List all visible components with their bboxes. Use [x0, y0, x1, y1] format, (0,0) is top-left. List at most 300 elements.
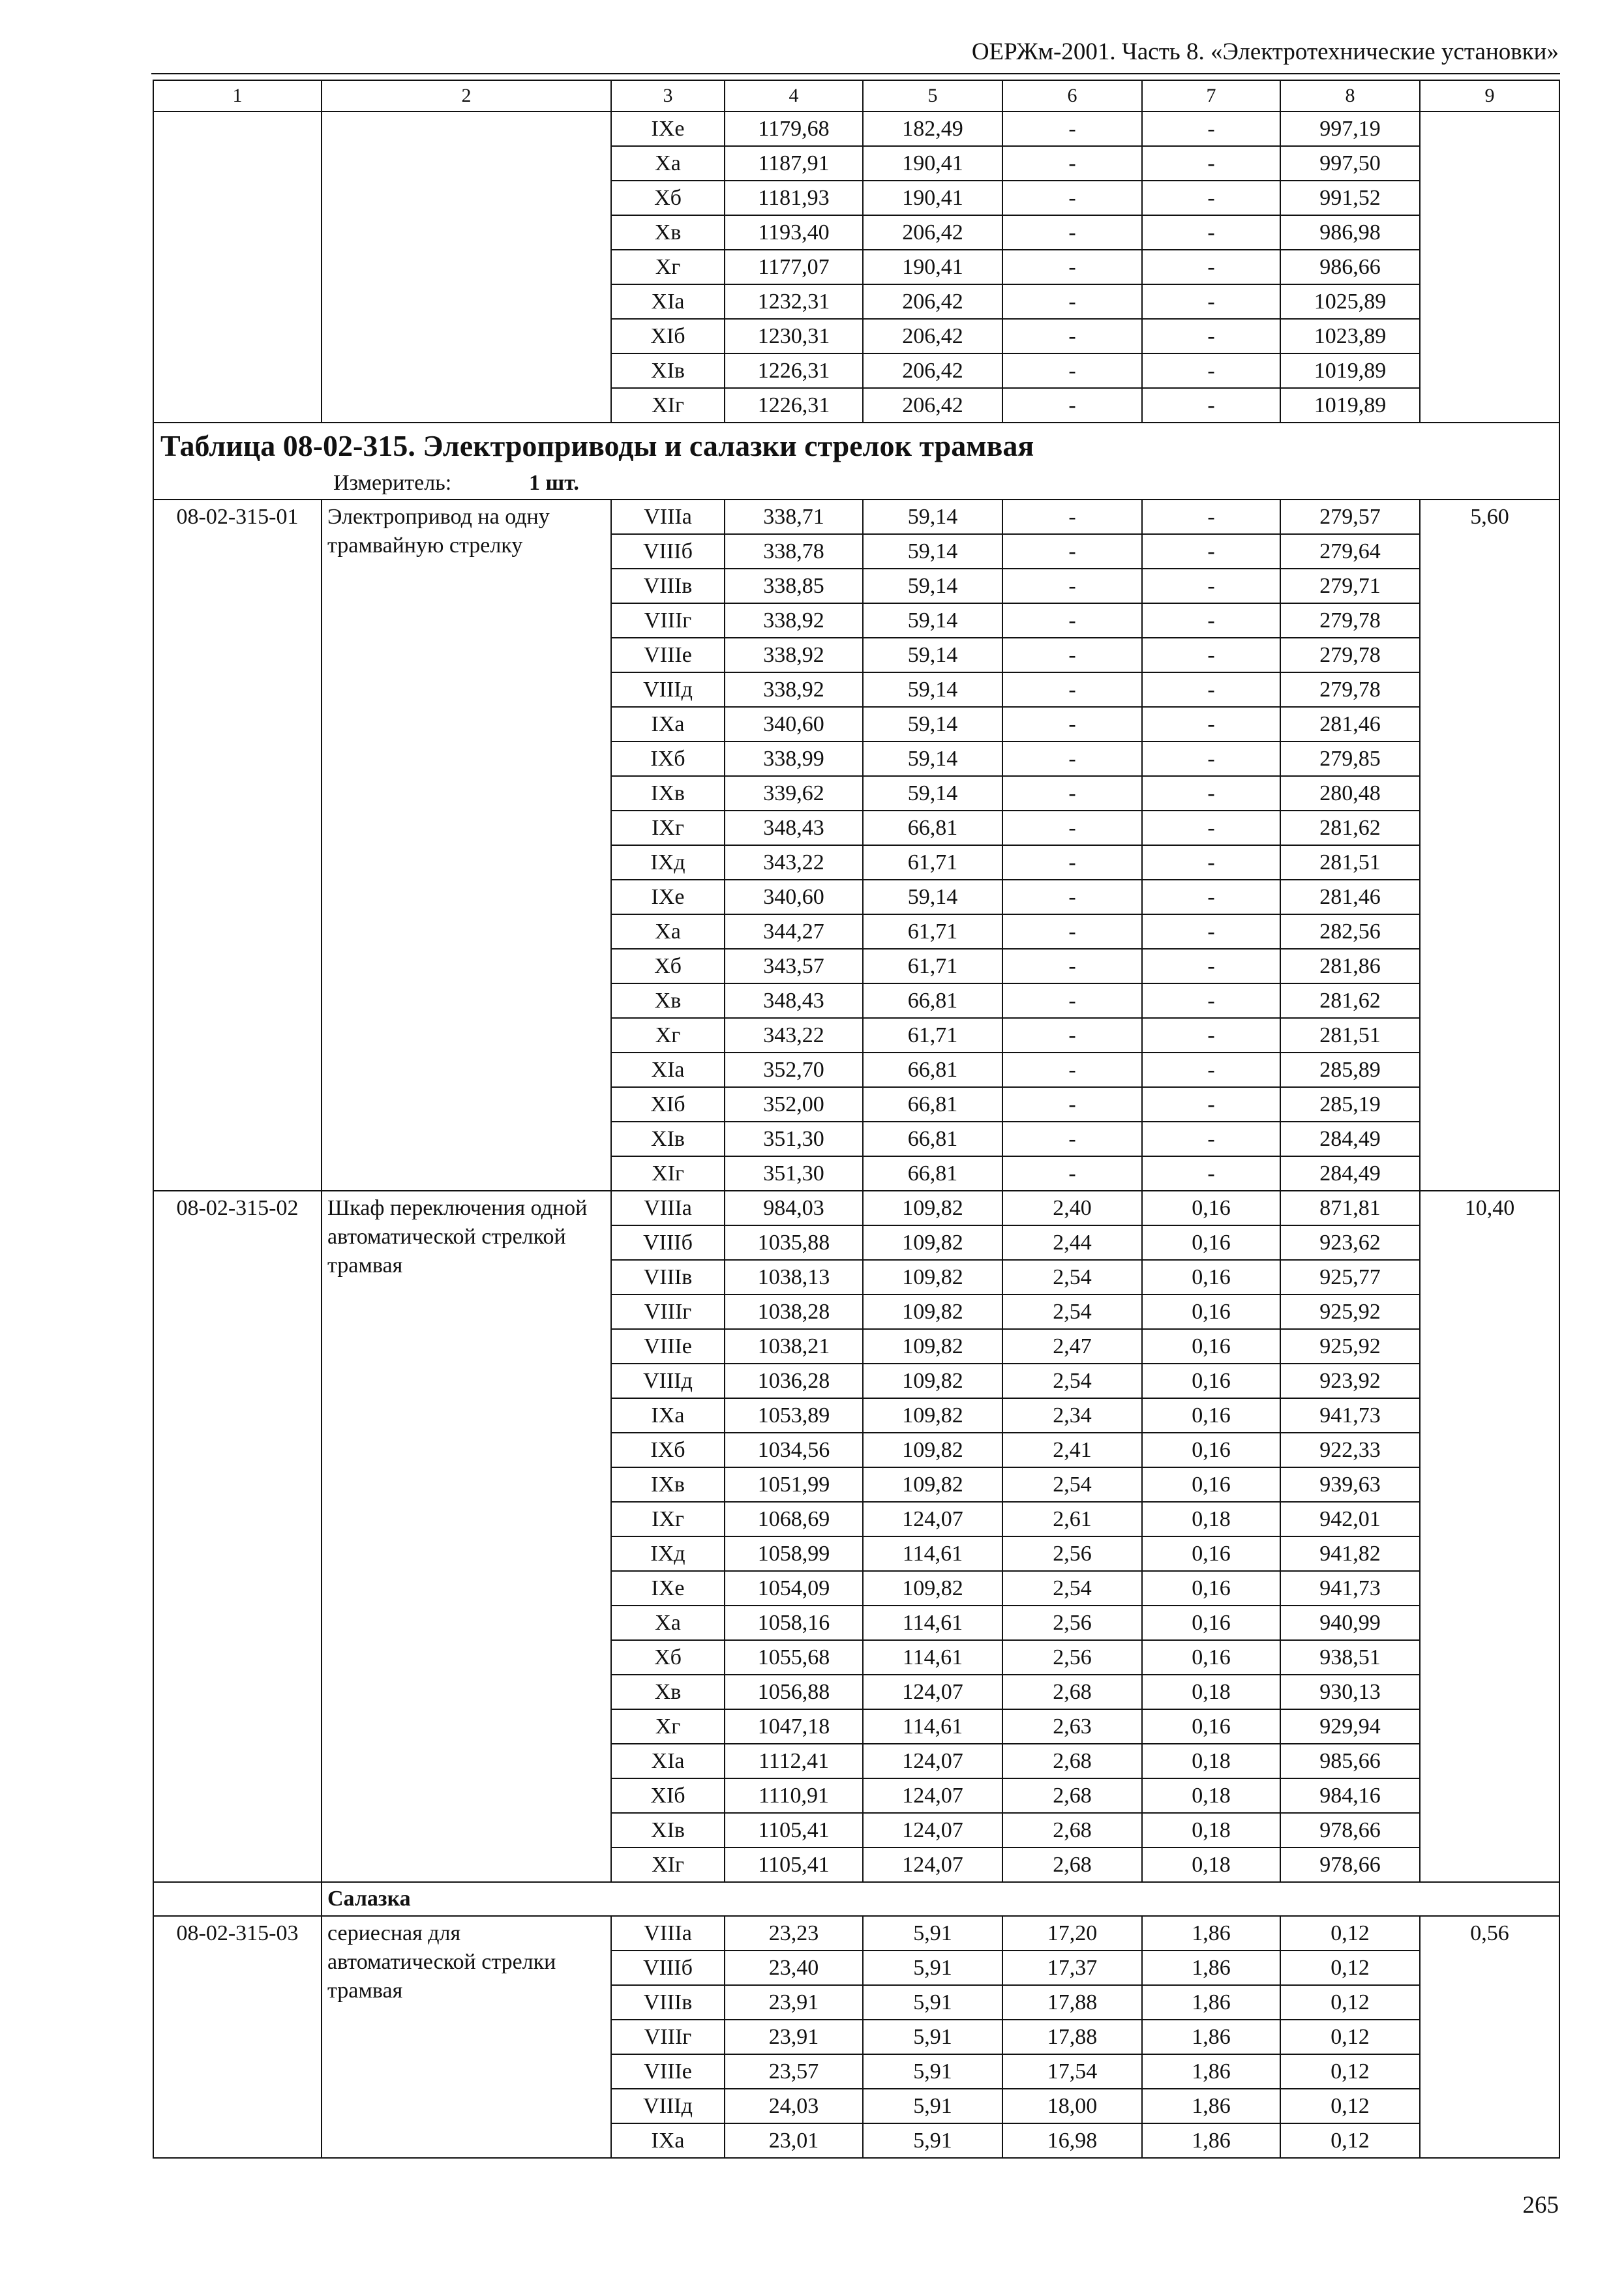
- direct-costs: 1038,21: [725, 1329, 863, 1364]
- machine-costs: -: [1002, 707, 1142, 741]
- direct-costs: 1036,28: [725, 1364, 863, 1398]
- direct-costs: 1177,07: [725, 250, 863, 284]
- direct-costs: 352,70: [725, 1053, 863, 1087]
- machinist-wages: 0,16: [1142, 1294, 1280, 1329]
- materials: 281,46: [1280, 880, 1420, 914]
- resource-zone: Xб: [611, 181, 725, 215]
- labor-wages: 206,42: [863, 215, 1002, 250]
- resource-zone: IXa: [611, 707, 725, 741]
- labor-wages: 190,41: [863, 146, 1002, 181]
- col9-value: 0,56: [1420, 1916, 1559, 2158]
- machine-costs: 2,56: [1002, 1606, 1142, 1640]
- machine-costs: -: [1002, 983, 1142, 1018]
- resource-zone: XIa: [611, 284, 725, 319]
- machine-costs: 2,54: [1002, 1364, 1142, 1398]
- direct-costs: 23,01: [725, 2123, 863, 2158]
- labor-wages: 190,41: [863, 250, 1002, 284]
- resource-zone: XIг: [611, 1848, 725, 1882]
- direct-costs: 1110,91: [725, 1778, 863, 1813]
- direct-costs: 23,57: [725, 2054, 863, 2089]
- labor-wages: 61,71: [863, 1018, 1002, 1053]
- machine-costs: -: [1002, 776, 1142, 811]
- item-name: Шкаф переключения одной автоматической стрелкой трамвая: [322, 1191, 611, 1882]
- materials: 281,51: [1280, 845, 1420, 880]
- machinist-wages: -: [1142, 1156, 1280, 1191]
- resource-zone: VIIIa: [611, 500, 725, 534]
- labor-wages: 59,14: [863, 569, 1002, 603]
- machine-costs: 2,54: [1002, 1260, 1142, 1294]
- labor-wages: 5,91: [863, 2123, 1002, 2158]
- direct-costs: 338,71: [725, 500, 863, 534]
- table-row: [153, 112, 1559, 146]
- resource-zone: XIa: [611, 1053, 725, 1087]
- machinist-wages: -: [1142, 914, 1280, 949]
- machine-costs: -: [1002, 284, 1142, 319]
- column-number: 1: [153, 80, 322, 112]
- resource-zone: XIa: [611, 1744, 725, 1778]
- labor-wages: 182,49: [863, 112, 1002, 146]
- resource-zone: Xг: [611, 1709, 725, 1744]
- labor-wages: 5,91: [863, 2020, 1002, 2054]
- resource-zone: VIIIв: [611, 569, 725, 603]
- resource-zone: Xa: [611, 1606, 725, 1640]
- labor-wages: 114,61: [863, 1606, 1002, 1640]
- materials: 279,85: [1280, 741, 1420, 776]
- machinist-wages: -: [1142, 638, 1280, 672]
- materials: 279,78: [1280, 638, 1420, 672]
- labor-wages: 59,14: [863, 880, 1002, 914]
- table-title-row: [153, 423, 1559, 468]
- resource-zone: IXe: [611, 112, 725, 146]
- machine-costs: -: [1002, 353, 1142, 388]
- resource-zone: IXa: [611, 2123, 725, 2158]
- machinist-wages: -: [1142, 983, 1280, 1018]
- materials: 281,62: [1280, 983, 1420, 1018]
- resource-zone: IXe: [611, 1571, 725, 1606]
- resource-zone: XIб: [611, 1087, 725, 1122]
- materials: 0,12: [1280, 1951, 1420, 1985]
- materials: 871,81: [1280, 1191, 1420, 1225]
- labor-wages: 61,71: [863, 845, 1002, 880]
- machine-costs: -: [1002, 500, 1142, 534]
- machinist-wages: 1,86: [1142, 2089, 1280, 2123]
- machinist-wages: 1,86: [1142, 2054, 1280, 2089]
- labor-wages: 59,14: [863, 638, 1002, 672]
- labor-wages: 59,14: [863, 672, 1002, 707]
- materials: 1019,89: [1280, 353, 1420, 388]
- item-name: Электропривод на одну трамвайную стрелку: [322, 500, 611, 1191]
- direct-costs: 23,91: [725, 2020, 863, 2054]
- materials: 929,94: [1280, 1709, 1420, 1744]
- labor-wages: 66,81: [863, 1122, 1002, 1156]
- labor-wages: 61,71: [863, 914, 1002, 949]
- col9-value: [1420, 112, 1559, 423]
- materials: 279,64: [1280, 534, 1420, 569]
- materials: 939,63: [1280, 1467, 1420, 1502]
- materials: 922,33: [1280, 1433, 1420, 1467]
- col9-value: 5,60: [1420, 500, 1559, 1191]
- direct-costs: 1187,91: [725, 146, 863, 181]
- labor-wages: 5,91: [863, 1916, 1002, 1951]
- machinist-wages: 0,16: [1142, 1364, 1280, 1398]
- direct-costs: 1053,89: [725, 1398, 863, 1433]
- machinist-wages: 1,86: [1142, 1985, 1280, 2020]
- direct-costs: 984,03: [725, 1191, 863, 1225]
- materials: 281,62: [1280, 811, 1420, 845]
- machinist-wages: -: [1142, 1053, 1280, 1087]
- machinist-wages: 1,86: [1142, 1951, 1280, 1985]
- materials: 1019,89: [1280, 388, 1420, 423]
- machinist-wages: -: [1142, 603, 1280, 638]
- materials: 997,19: [1280, 112, 1420, 146]
- resource-zone: VIIIe: [611, 2054, 725, 2089]
- machine-costs: 2,68: [1002, 1813, 1142, 1848]
- machine-costs: -: [1002, 914, 1142, 949]
- machinist-wages: 0,18: [1142, 1675, 1280, 1709]
- materials: 279,78: [1280, 603, 1420, 638]
- resource-zone: XIв: [611, 1122, 725, 1156]
- materials: 285,89: [1280, 1053, 1420, 1087]
- direct-costs: 1056,88: [725, 1675, 863, 1709]
- direct-costs: 1105,41: [725, 1848, 863, 1882]
- direct-costs: 1047,18: [725, 1709, 863, 1744]
- labor-wages: 5,91: [863, 1985, 1002, 2020]
- machine-costs: 2,56: [1002, 1536, 1142, 1571]
- labor-wages: 109,82: [863, 1571, 1002, 1606]
- machine-costs: -: [1002, 1122, 1142, 1156]
- machine-costs: -: [1002, 112, 1142, 146]
- labor-wages: 206,42: [863, 319, 1002, 353]
- materials: 279,78: [1280, 672, 1420, 707]
- labor-wages: 124,07: [863, 1744, 1002, 1778]
- price-table: [153, 80, 1560, 2159]
- resource-zone: XIв: [611, 353, 725, 388]
- column-number: 7: [1142, 80, 1280, 112]
- machinist-wages: -: [1142, 1122, 1280, 1156]
- direct-costs: 338,85: [725, 569, 863, 603]
- machinist-wages: 0,16: [1142, 1467, 1280, 1502]
- direct-costs: 344,27: [725, 914, 863, 949]
- labor-wages: 109,82: [863, 1260, 1002, 1294]
- materials: 991,52: [1280, 181, 1420, 215]
- machinist-wages: -: [1142, 569, 1280, 603]
- machinist-wages: -: [1142, 500, 1280, 534]
- materials: 0,12: [1280, 2123, 1420, 2158]
- materials: 997,50: [1280, 146, 1420, 181]
- materials: 925,77: [1280, 1260, 1420, 1294]
- machinist-wages: 0,16: [1142, 1191, 1280, 1225]
- materials: 284,49: [1280, 1156, 1420, 1191]
- machine-costs: 2,54: [1002, 1571, 1142, 1606]
- materials: 280,48: [1280, 776, 1420, 811]
- machine-costs: -: [1002, 949, 1142, 983]
- machinist-wages: -: [1142, 707, 1280, 741]
- direct-costs: 1105,41: [725, 1813, 863, 1848]
- machinist-wages: -: [1142, 319, 1280, 353]
- item-code: 08-02-315-03: [153, 1916, 322, 2158]
- table-row: [153, 1191, 1559, 1225]
- machine-costs: -: [1002, 215, 1142, 250]
- machinist-wages: 0,16: [1142, 1571, 1280, 1606]
- materials: 1025,89: [1280, 284, 1420, 319]
- direct-costs: 352,00: [725, 1087, 863, 1122]
- labor-wages: 66,81: [863, 983, 1002, 1018]
- resource-zone: VIIIe: [611, 1329, 725, 1364]
- direct-costs: 338,92: [725, 672, 863, 707]
- machinist-wages: -: [1142, 534, 1280, 569]
- machine-costs: -: [1002, 181, 1142, 215]
- materials: 986,98: [1280, 215, 1420, 250]
- header-rule: [151, 73, 1560, 74]
- table-row: [153, 1916, 1559, 1951]
- machinist-wages: -: [1142, 353, 1280, 388]
- machine-costs: -: [1002, 880, 1142, 914]
- column-number-row: [153, 80, 1559, 112]
- machinist-wages: -: [1142, 388, 1280, 423]
- labor-wages: 114,61: [863, 1536, 1002, 1571]
- direct-costs: 1226,31: [725, 388, 863, 423]
- direct-costs: 343,22: [725, 1018, 863, 1053]
- direct-costs: 338,99: [725, 741, 863, 776]
- direct-costs: 1038,13: [725, 1260, 863, 1294]
- machinist-wages: -: [1142, 146, 1280, 181]
- labor-wages: 124,07: [863, 1778, 1002, 1813]
- labor-wages: 124,07: [863, 1502, 1002, 1536]
- machine-costs: 17,37: [1002, 1951, 1142, 1985]
- direct-costs: 348,43: [725, 983, 863, 1018]
- materials: 923,62: [1280, 1225, 1420, 1260]
- direct-costs: 340,60: [725, 707, 863, 741]
- table-body: [153, 80, 1559, 2158]
- column-number: 9: [1420, 80, 1559, 112]
- labor-wages: 5,91: [863, 2054, 1002, 2089]
- resource-zone: XIб: [611, 319, 725, 353]
- machinist-wages: 0,18: [1142, 1502, 1280, 1536]
- machinist-wages: -: [1142, 741, 1280, 776]
- machine-costs: -: [1002, 811, 1142, 845]
- machinist-wages: -: [1142, 215, 1280, 250]
- materials: 923,92: [1280, 1364, 1420, 1398]
- labor-wages: 109,82: [863, 1225, 1002, 1260]
- materials: 279,71: [1280, 569, 1420, 603]
- machine-costs: 2,68: [1002, 1778, 1142, 1813]
- materials: 1023,89: [1280, 319, 1420, 353]
- resource-zone: XIг: [611, 1156, 725, 1191]
- item-name: [322, 112, 611, 423]
- machinist-wages: -: [1142, 672, 1280, 707]
- labor-wages: 114,61: [863, 1709, 1002, 1744]
- machinist-wages: -: [1142, 112, 1280, 146]
- machine-costs: -: [1002, 1156, 1142, 1191]
- direct-costs: 338,78: [725, 534, 863, 569]
- labor-wages: 59,14: [863, 603, 1002, 638]
- direct-costs: 348,43: [725, 811, 863, 845]
- labor-wages: 109,82: [863, 1398, 1002, 1433]
- resource-zone: VIIIд: [611, 1364, 725, 1398]
- resource-zone: IXг: [611, 811, 725, 845]
- resource-zone: VIIIг: [611, 1294, 725, 1329]
- labor-wages: 114,61: [863, 1640, 1002, 1675]
- materials: 0,12: [1280, 1985, 1420, 2020]
- materials: 284,49: [1280, 1122, 1420, 1156]
- machinist-wages: 1,86: [1142, 2020, 1280, 2054]
- labor-wages: 66,81: [863, 811, 1002, 845]
- resource-zone: XIг: [611, 388, 725, 423]
- materials: 281,51: [1280, 1018, 1420, 1053]
- machinist-wages: -: [1142, 181, 1280, 215]
- labor-wages: 109,82: [863, 1364, 1002, 1398]
- item-code: 08-02-315-01: [153, 500, 322, 1191]
- materials: 985,66: [1280, 1744, 1420, 1778]
- materials: 925,92: [1280, 1329, 1420, 1364]
- resource-zone: VIIIг: [611, 603, 725, 638]
- machinist-wages: -: [1142, 776, 1280, 811]
- materials: 938,51: [1280, 1640, 1420, 1675]
- direct-costs: 343,22: [725, 845, 863, 880]
- resource-zone: XIб: [611, 1778, 725, 1813]
- machine-costs: -: [1002, 603, 1142, 638]
- resource-zone: VIIIa: [611, 1916, 725, 1951]
- labor-wages: 109,82: [863, 1433, 1002, 1467]
- resource-zone: VIIIг: [611, 2020, 725, 2054]
- column-number: 3: [611, 80, 725, 112]
- column-number: 5: [863, 80, 1002, 112]
- direct-costs: 1230,31: [725, 319, 863, 353]
- machinist-wages: 0,18: [1142, 1778, 1280, 1813]
- machine-costs: -: [1002, 388, 1142, 423]
- machine-costs: -: [1002, 319, 1142, 353]
- measure-row: [153, 468, 1559, 500]
- labor-wages: 124,07: [863, 1813, 1002, 1848]
- machine-costs: -: [1002, 146, 1142, 181]
- table-row: [153, 500, 1559, 534]
- resource-zone: Xв: [611, 215, 725, 250]
- machinist-wages: 0,16: [1142, 1536, 1280, 1571]
- resource-zone: IXб: [611, 1433, 725, 1467]
- labor-wages: 5,91: [863, 1951, 1002, 1985]
- direct-costs: 1035,88: [725, 1225, 863, 1260]
- section-row: [153, 1882, 1559, 1916]
- direct-costs: 1034,56: [725, 1433, 863, 1467]
- machine-costs: 2,54: [1002, 1467, 1142, 1502]
- machine-costs: 2,63: [1002, 1709, 1142, 1744]
- page-number: 265: [1522, 2192, 1559, 2219]
- resource-zone: IXд: [611, 1536, 725, 1571]
- page-header: ОЕРЖм-2001. Часть 8. «Электротехнические установки»: [971, 38, 1559, 65]
- labor-wages: 66,81: [863, 1156, 1002, 1191]
- labor-wages: 61,71: [863, 949, 1002, 983]
- machinist-wages: 0,16: [1142, 1640, 1280, 1675]
- resource-zone: IXв: [611, 776, 725, 811]
- machinist-wages: 0,16: [1142, 1433, 1280, 1467]
- machine-costs: 18,00: [1002, 2089, 1142, 2123]
- direct-costs: 1112,41: [725, 1744, 863, 1778]
- resource-zone: XIв: [611, 1813, 725, 1848]
- labor-wages: 109,82: [863, 1329, 1002, 1364]
- machinist-wages: -: [1142, 284, 1280, 319]
- machine-costs: 17,88: [1002, 2020, 1142, 2054]
- machine-costs: 2,34: [1002, 1398, 1142, 1433]
- labor-wages: 109,82: [863, 1191, 1002, 1225]
- machinist-wages: 0,18: [1142, 1744, 1280, 1778]
- machine-costs: 2,68: [1002, 1848, 1142, 1882]
- labor-wages: 206,42: [863, 388, 1002, 423]
- labor-wages: 5,91: [863, 2089, 1002, 2123]
- col9-value: 10,40: [1420, 1191, 1559, 1882]
- labor-wages: 190,41: [863, 181, 1002, 215]
- machine-costs: -: [1002, 1053, 1142, 1087]
- machine-costs: -: [1002, 638, 1142, 672]
- machine-costs: 2,68: [1002, 1744, 1142, 1778]
- machine-costs: -: [1002, 1018, 1142, 1053]
- resource-zone: Xa: [611, 146, 725, 181]
- machine-costs: -: [1002, 250, 1142, 284]
- materials: 0,12: [1280, 1916, 1420, 1951]
- resource-zone: IXe: [611, 880, 725, 914]
- section-empty: [153, 1882, 322, 1916]
- machine-costs: -: [1002, 741, 1142, 776]
- machinist-wages: -: [1142, 1018, 1280, 1053]
- materials: 925,92: [1280, 1294, 1420, 1329]
- resource-zone: VIIIд: [611, 2089, 725, 2123]
- item-name: сериесная для автоматической стрелки трамвая: [322, 1916, 611, 2158]
- labor-wages: 59,14: [863, 500, 1002, 534]
- resource-zone: VIIIб: [611, 534, 725, 569]
- resource-zone: IXб: [611, 741, 725, 776]
- materials: 0,12: [1280, 2054, 1420, 2089]
- machine-costs: 2,68: [1002, 1675, 1142, 1709]
- direct-costs: 23,23: [725, 1916, 863, 1951]
- materials: 940,99: [1280, 1606, 1420, 1640]
- materials: 941,82: [1280, 1536, 1420, 1571]
- direct-costs: 23,91: [725, 1985, 863, 2020]
- resource-zone: VIIIд: [611, 672, 725, 707]
- machine-costs: -: [1002, 569, 1142, 603]
- machinist-wages: -: [1142, 250, 1280, 284]
- table-title: Таблица 08-02-315. Электроприводы и салазки стрелок трамвая: [153, 423, 1559, 468]
- resource-zone: VIIIб: [611, 1951, 725, 1985]
- measure-label: Измеритель:: [333, 471, 452, 495]
- resource-zone: VIIIe: [611, 638, 725, 672]
- column-number: 6: [1002, 80, 1142, 112]
- direct-costs: 1226,31: [725, 353, 863, 388]
- direct-costs: 1068,69: [725, 1502, 863, 1536]
- machinist-wages: 0,16: [1142, 1606, 1280, 1640]
- machinist-wages: 1,86: [1142, 2123, 1280, 2158]
- materials: 978,66: [1280, 1813, 1420, 1848]
- resource-zone: Xa: [611, 914, 725, 949]
- direct-costs: 340,60: [725, 880, 863, 914]
- machine-costs: 2,41: [1002, 1433, 1142, 1467]
- item-code: [153, 112, 322, 423]
- labor-wages: 59,14: [863, 707, 1002, 741]
- materials: 285,19: [1280, 1087, 1420, 1122]
- machine-costs: -: [1002, 845, 1142, 880]
- labor-wages: 59,14: [863, 741, 1002, 776]
- materials: 942,01: [1280, 1502, 1420, 1536]
- direct-costs: 1055,68: [725, 1640, 863, 1675]
- direct-costs: 24,03: [725, 2089, 863, 2123]
- resource-zone: Xв: [611, 983, 725, 1018]
- direct-costs: 338,92: [725, 638, 863, 672]
- machinist-wages: -: [1142, 845, 1280, 880]
- materials: 0,12: [1280, 2089, 1420, 2123]
- direct-costs: 1051,99: [725, 1467, 863, 1502]
- machinist-wages: -: [1142, 949, 1280, 983]
- resource-zone: Xб: [611, 949, 725, 983]
- machine-costs: 17,88: [1002, 1985, 1142, 2020]
- machine-costs: 17,54: [1002, 2054, 1142, 2089]
